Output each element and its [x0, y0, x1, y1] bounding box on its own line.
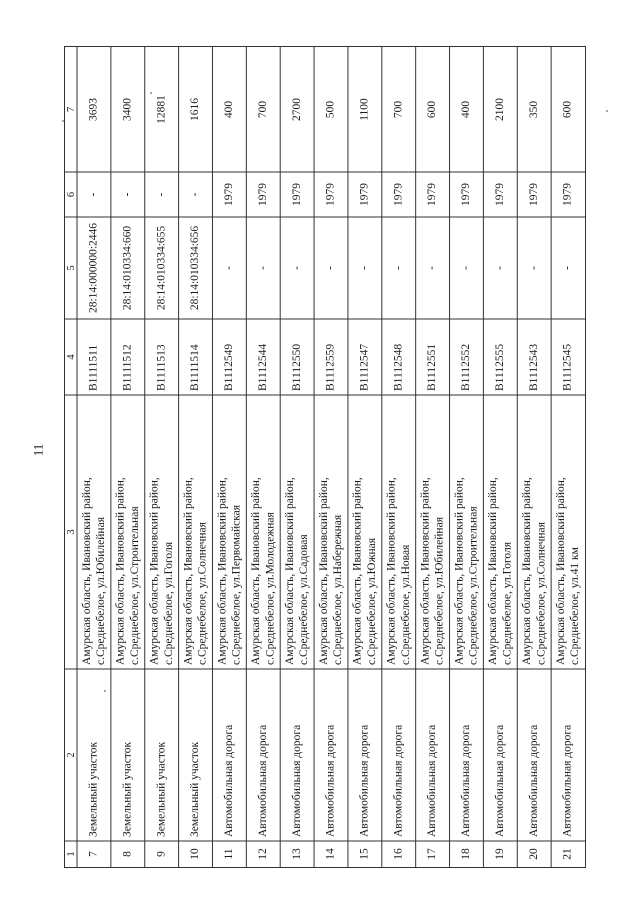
cell-cadastral: 28:14:000000:2446 — [87, 222, 100, 314]
cell-type: Автомобильная дорога — [426, 724, 439, 837]
cell-value: 3693 — [87, 98, 100, 121]
table-grid — [65, 47, 585, 867]
cell-num: 9 — [155, 851, 168, 857]
cell-num: 20 — [527, 848, 540, 860]
cell-year: 1979 — [290, 183, 303, 206]
cell-year: - — [121, 192, 134, 197]
cell-year: 1979 — [223, 183, 236, 206]
cell-year: - — [87, 192, 100, 197]
cell-address-line1: Амурская область, Ивановский район, — [80, 477, 93, 665]
cell-cadastral: - — [358, 266, 371, 270]
cell-address-line2: с.Среднебелое, ул.Молодежная — [264, 512, 277, 665]
cell-type: Автомобильная дорога — [493, 724, 506, 837]
cell-value: 400 — [223, 100, 236, 119]
cell-year: - — [155, 192, 168, 197]
cell-code: B1111511 — [87, 344, 100, 391]
scan-speck — [104, 690, 106, 692]
cell-code: B1111513 — [155, 344, 168, 391]
cell-cadastral: 28:14:010334:655 — [155, 225, 168, 311]
header-cell-6: 6 — [65, 191, 77, 198]
cell-num: 16 — [392, 848, 405, 860]
cell-year: 1979 — [358, 183, 371, 206]
cell-cadastral: - — [493, 266, 506, 270]
cell-address-line2: с.Среднебелое, ул.Южная — [365, 537, 378, 665]
cell-address-line2: с.Среднебелое, ул.Солнечная — [196, 522, 209, 665]
cell-year: 1979 — [527, 183, 540, 206]
header-cell-7: 7 — [65, 106, 77, 113]
header-cell-5: 5 — [65, 265, 77, 271]
cell-type: Автомобильная дорога — [460, 724, 473, 837]
cell-num: 8 — [121, 851, 134, 857]
header-cell-4: 4 — [65, 354, 77, 360]
cell-address-line2: с.Среднебелое, ул.Новая — [399, 544, 412, 665]
cell-year: 1979 — [493, 183, 506, 206]
scan-speck — [606, 110, 608, 112]
cell-address-line1: Амурская область, Ивановский район, — [182, 477, 195, 665]
cell-type: Земельный участок — [189, 741, 202, 837]
cell-num: 21 — [561, 848, 574, 860]
cell-address-line1: Амурская область, Ивановский район, — [148, 477, 161, 665]
cell-value: 700 — [392, 100, 405, 119]
cell-address-line1: Амурская область, Ивановский район, — [114, 477, 127, 665]
cell-address-line1: Амурская область, Ивановский район, — [284, 477, 297, 665]
cell-year: 1979 — [256, 183, 269, 206]
cell-type: Автомобильная дорога — [392, 724, 405, 837]
cell-type: Земельный участок — [155, 741, 168, 837]
cell-code: B1112549 — [223, 343, 236, 391]
cell-value: 400 — [460, 100, 473, 119]
cell-num: 18 — [460, 848, 473, 860]
cell-value: 1100 — [358, 98, 371, 121]
cell-cadastral: - — [256, 266, 269, 270]
cell-year: 1979 — [561, 183, 574, 206]
cell-num: 15 — [358, 848, 371, 860]
cell-address-line2: с.Среднебелое, ул.Солнечная — [535, 522, 548, 665]
cell-code: B1112555 — [493, 343, 506, 391]
scan-speck — [150, 92, 152, 94]
cell-address-line2: с.Среднебелое, ул.Юбилейная — [433, 517, 446, 665]
cell-cadastral: - — [460, 266, 473, 270]
cell-code: B1112544 — [256, 343, 269, 391]
cell-code: B1112548 — [392, 343, 405, 391]
cell-cadastral: - — [426, 266, 439, 270]
cell-address-line1: Амурская область, Ивановский район, — [250, 477, 263, 665]
cell-address-line2: с.Среднебелое, ул.Набережная — [332, 514, 345, 665]
cell-cadastral: - — [392, 266, 405, 270]
cell-address-line2: с.Среднебелое, ул.Строительная — [467, 506, 480, 665]
cell-num: 13 — [290, 848, 303, 860]
cell-cadastral: - — [324, 266, 337, 270]
cell-code: B1112550 — [290, 343, 303, 391]
cell-value: 500 — [324, 100, 337, 119]
cell-type: Земельный участок — [87, 741, 100, 837]
cell-cadastral: 28:14:010334:660 — [121, 225, 134, 311]
cell-type: Автомобильная дорога — [324, 724, 337, 837]
cell-address-line2: с.Среднебелое, ул.Юбилейная — [95, 517, 108, 665]
cell-num: 19 — [493, 848, 506, 860]
cell-address-line1: Амурская область, Ивановский район, — [351, 477, 364, 665]
cell-address-line1: Амурская область, Ивановский район, — [317, 477, 330, 665]
cell-code: B1111514 — [189, 344, 202, 391]
cell-code: B1112559 — [324, 343, 337, 391]
cell-num: 7 — [87, 851, 100, 857]
cell-cadastral: - — [527, 266, 540, 270]
cell-address-line2: с.Среднебелое, ул.Гоголя — [162, 541, 175, 665]
cell-year: 1979 — [324, 183, 337, 206]
cell-value: 700 — [256, 100, 269, 119]
cell-year: 1979 — [460, 183, 473, 206]
cell-cadastral: - — [290, 266, 303, 270]
cell-type: Автомобильная дорога — [223, 724, 236, 837]
cell-code: B1112552 — [460, 343, 473, 391]
cell-address-line1: Амурская область, Ивановский район, — [453, 477, 466, 665]
cell-address-line1: Амурская область, Ивановский район, — [216, 477, 229, 665]
cell-address-line2: с.Среднебелое, ул.Первомайская — [230, 504, 243, 665]
cell-value: 600 — [426, 100, 439, 119]
cell-type: Автомобильная дорога — [561, 724, 574, 837]
cell-value: 1616 — [189, 98, 202, 121]
cell-code: B1112545 — [561, 343, 574, 391]
cell-num: 11 — [223, 848, 236, 860]
cell-address-line1: Амурская область, Ивановский район, — [419, 477, 432, 665]
cell-address-line2: с.Среднебелое, ул.Садовая — [298, 534, 311, 665]
page-number: 11 — [30, 443, 46, 457]
cell-value: 3400 — [121, 98, 134, 121]
cell-value: 2100 — [493, 98, 506, 121]
cell-code: B1112551 — [426, 343, 439, 391]
cell-address-line1: Амурская область, Ивановский район, — [554, 477, 567, 665]
header-cell-3: 3 — [65, 529, 77, 535]
property-table — [64, 46, 586, 868]
cell-value: 2700 — [290, 98, 303, 121]
cell-cadastral: 28:14:010334:656 — [189, 225, 202, 311]
cell-type: Автомобильная дорога — [527, 724, 540, 837]
cell-address-line2: с.Среднебелое, ул.Гоголя — [501, 541, 514, 665]
cell-num: 10 — [189, 848, 202, 860]
cell-num: 14 — [324, 848, 337, 860]
cell-code: B1112547 — [358, 343, 371, 391]
cell-cadastral: - — [561, 266, 574, 270]
cell-type: Автомобильная дорога — [358, 724, 371, 837]
cell-type: Автомобильная дорога — [290, 724, 303, 837]
header-cell-2: 2 — [65, 752, 77, 758]
cell-type: Автомобильная дорога — [256, 724, 269, 837]
cell-year: 1979 — [426, 183, 439, 206]
cell-type: Земельный участок — [121, 741, 134, 837]
cell-address-line1: Амурская область, Ивановский район, — [385, 477, 398, 665]
cell-year: - — [189, 192, 202, 197]
header-cell-1: 1 — [65, 851, 77, 857]
cell-year: 1979 — [392, 183, 405, 206]
cell-address-line1: Амурская область, Ивановский район, — [487, 477, 500, 665]
cell-value: 350 — [527, 100, 540, 119]
cell-num: 12 — [256, 848, 269, 860]
cell-cadastral: - — [223, 266, 236, 270]
cell-code: B1111512 — [121, 344, 134, 391]
cell-value: 12881 — [155, 95, 168, 124]
cell-address-line2: с.Среднебелое, ул.41 км — [569, 547, 582, 665]
scan-speck — [62, 120, 64, 122]
cell-address-line2: с.Среднебелое, ул.Строительная — [128, 506, 141, 665]
cell-code: B1112543 — [527, 343, 540, 391]
cell-value: 600 — [561, 100, 574, 119]
cell-num: 17 — [426, 848, 439, 860]
cell-address-line1: Амурская область, Ивановский район, — [521, 477, 534, 665]
